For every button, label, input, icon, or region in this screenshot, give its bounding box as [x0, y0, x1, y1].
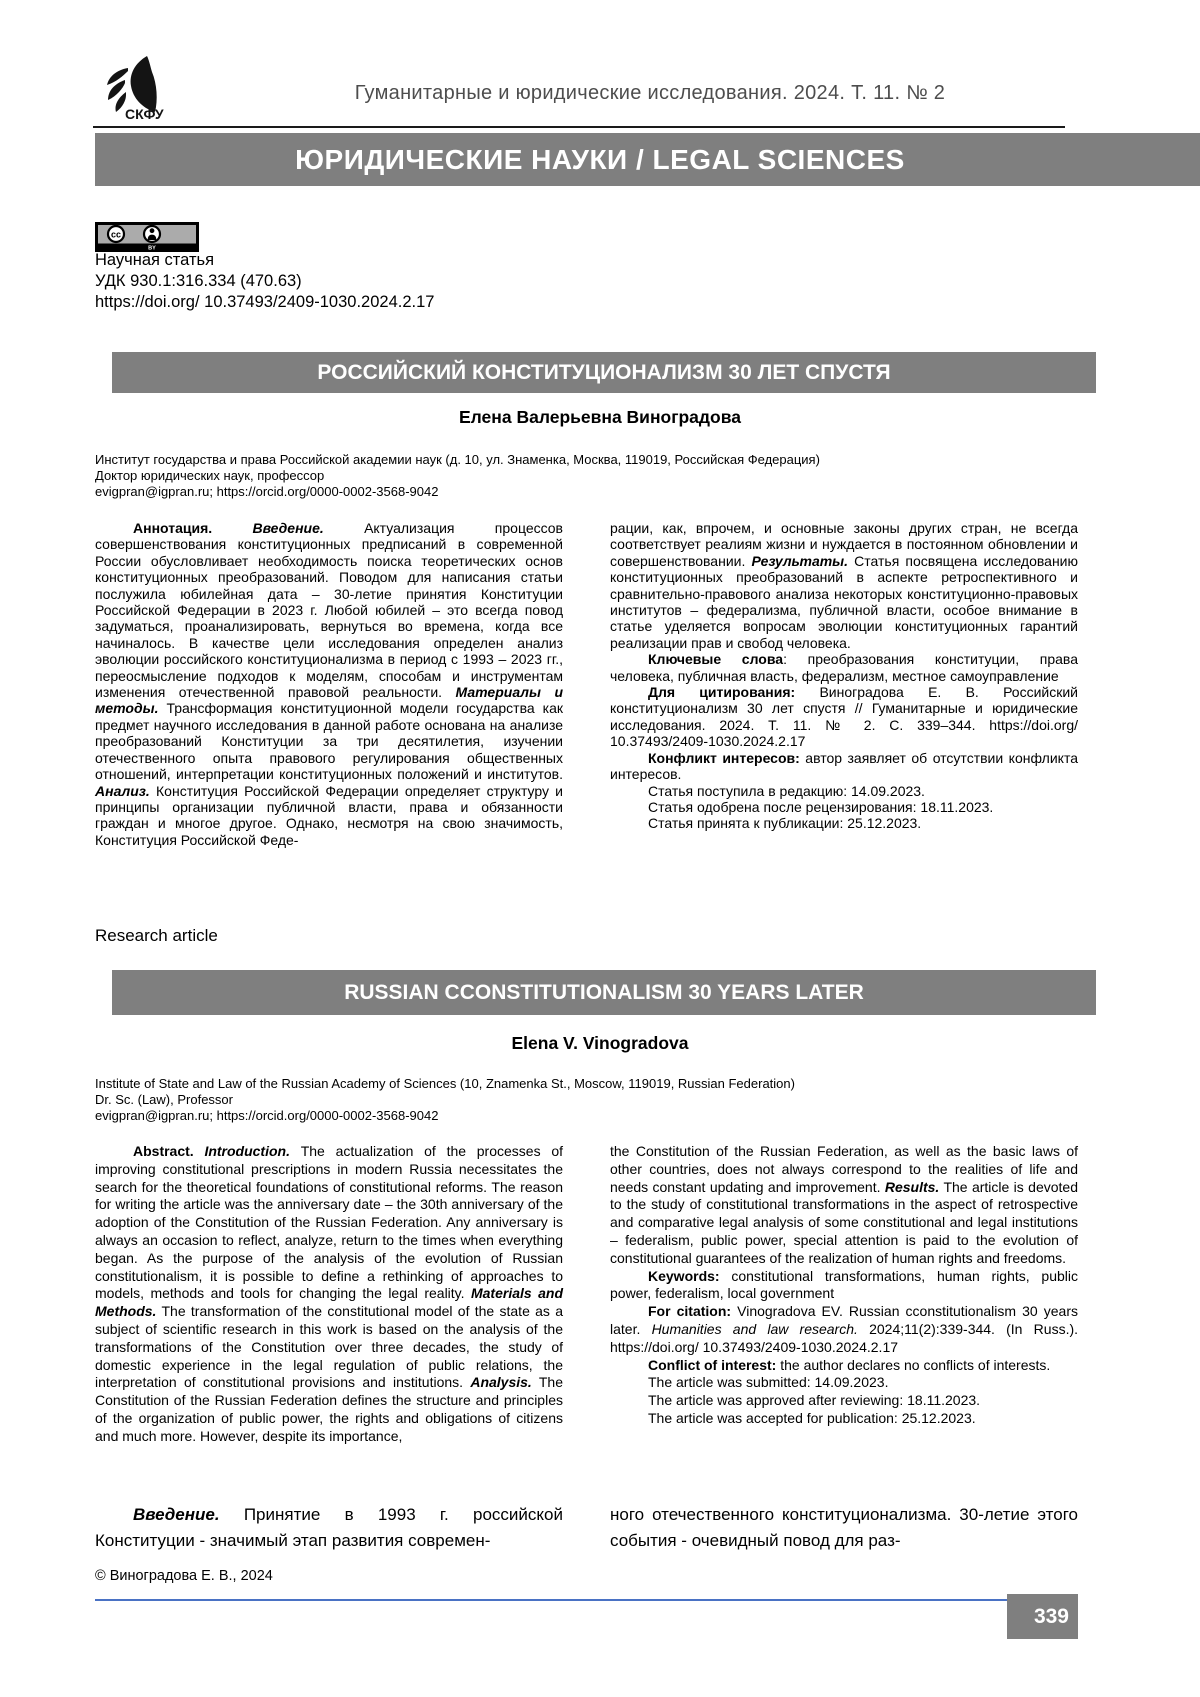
- affiliation-en: [95, 1076, 1105, 1123]
- abstract-ru-text: Аннотация. Введение. Актуализация процессов совершенствования конституционных предписаний в современной России обусловливает необходимость поиска теоретических основ конституционных преобразований. Поводом для написания статьи послужила юбилейная дата – 30-летие принятия Конституции Российской Федерации в 2023 г. Любой юбилей – это всегда повод задуматься, проанализировать, вернуться во времена, когда все начиналось. В качестве цели исследования определен анализ эволюции российского конституционализма в период с 1993 – 2023 гг., переосмысление подходов к моделям, способам и инструментам изменения отечественной правовой реальности. Материалы и методы. Трансформация конституционной модели государства как предмет научного исследования в данной работе основана на анализе преобразований Конституции за три десятилетия, изучении отечественного опыта правового регулирования общественных отношений, интерпретации конституционных положений и институтов. Анализ. Конституция Российской Федерации определяет структуру и принципы организации публичной власти, права и обязанности граждан и многое другое. Однако, несмотря на свою значимость, Конституция Российской Феде-: [95, 520, 563, 848]
- journal-title: Гуманитарные и юридические исследования. 2024. Т. 11. № 2: [354, 82, 946, 104]
- accepted-date-en: The article was accepted for publication: 25.12.2023.: [648, 1409, 976, 1426]
- approved-date-en: The article was approved after reviewing: 18.11.2023.: [648, 1392, 981, 1409]
- keywords-ru: Ключевые слова: преобразования конституции, права человека, публичная власть, федерализм, местное самоуправление: [610, 651, 1078, 684]
- accepted-date-ru: Статья принята к публикации: 25.12.2023.: [648, 815, 922, 832]
- submitted-date-en: The article was submitted: 14.09.2023.: [648, 1374, 889, 1391]
- header-rule: [93, 126, 1065, 128]
- copyright-line: © Виноградова Е. В., 2024: [95, 1568, 273, 1584]
- section-banner: [95, 133, 1200, 186]
- submitted-date-ru: Статья поступила в редакцию: 14.09.2023.: [648, 782, 925, 799]
- intro-left-column: [95, 1502, 563, 1553]
- footer-rule: [95, 1599, 1007, 1601]
- author-name-ru: Елена Валерьевна Виноградова: [459, 407, 741, 427]
- intro-paragraph-right: ного отечественного конституционализма. 30-летие этого события - очевидный повод для раз-: [610, 1505, 1078, 1550]
- section-banner-label: ЮРИДИЧЕСКИЕ НАУКИ / LEGAL SCIENCES: [295, 144, 905, 175]
- affiliation-en-degree: Dr. Sc. (Law), Professor: [95, 1091, 233, 1107]
- abstract-en-left-column: [95, 1143, 563, 1446]
- udc-number: УДК 930.1:316.334 (470.63): [95, 272, 302, 290]
- intro-right-column: [610, 1502, 1078, 1553]
- affiliation-en-contacts: evigpran@igpran.ru; https://orcid.org/0000-0002-3568-9042: [95, 1107, 439, 1123]
- cc-icon-label: cc: [110, 229, 122, 240]
- abstract-en-continuation: the Constitution of the Russian Federation, as well as the basic laws of other countries, does not always correspond to the realities of life and needs constant updating and improvement. Results. The article is devoted to the study of constitutional transformations in the aspect of retrospective and comparative legal analysis of some constitutional and legal institutions – federalism, public power, special attention is paid to the evolution of constitutional guarantees of the realization of human rights and freedoms.: [610, 1143, 1078, 1266]
- abstract-en-text: Abstract. Introduction. The actualization of the processes of improving constitutional prescriptions in modern Russia necessitates the search for the theoretical foundations of constitutional reforms. The reason for writing the article was the anniversary date – the 30th anniversary of the adoption of the Constitution of the Russian Federation. Any anniversary is always an occasion to reflect, analyze, return to the times when everything began. As the purpose of the analysis of the evolution of Russian constitutionalism, it is possible to define a rethinking of approaches to models, methods and tools for changing the legal reality. Materials and Methods. The transformation of the constitutional model of the state as a subject of scientific research in this work is based on the analysis of the transformations of the Constitution over three decades, the study of domestic experience in the legal regulation of public relations, the interpretation of constitutional provisions and institutions. Analysis. The Constitution of the Russian Federation defines the structure and principles of the organization of public power, the rights and obligations of citizens and much more. However, despite its importance,: [95, 1143, 563, 1444]
- intro-paragraph-left: Введение. Принятие в 1993 г. российской Конституции - значимый этап развития современ-: [95, 1505, 563, 1550]
- affiliation-ru-degree: Доктор юридических наук, профессор: [95, 467, 325, 483]
- article-title-en: RUSSIAN CCONSTITUTIONALISM 30 YEARS LATER: [112, 970, 1096, 1015]
- abstract-ru: [95, 520, 1078, 848]
- abstract-en: [95, 1143, 1078, 1446]
- citation-en: For citation: Vinogradova EV. Russian cconstitutionalism 30 years later. Humanities and law research. 2024;11(2):339-344. (In Russ.). https://doi.org/ 10.37493/2409-1030.2024.2.17: [610, 1303, 1079, 1355]
- abstract-en-right-column: [610, 1143, 1078, 1446]
- abstract-ru-left-column: [95, 520, 563, 848]
- approved-date-ru: Статья одобрена после рецензирования: 18.11.2023.: [648, 798, 994, 815]
- affiliation-ru-contacts: evigpran@igpran.ru; https://orcid.org/0000-0002-3568-9042: [95, 483, 439, 499]
- citation-ru: Для цитирования: Виноградова Е. В. Российский конституционализм 30 лет спустя // Гуманитарные и юридические исследования. 2024. Т. 11. № 2. С. 339–344. https://doi.org/ 10.37493/2409-1030.2024.2.17: [610, 684, 1078, 750]
- introduction-paragraphs: [95, 1502, 1078, 1553]
- conflict-of-interest-ru: Конфликт интересов: автор заявляет об отсутствии конфликта интересов.: [610, 749, 1078, 783]
- keywords-en: Keywords: constitutional transformations, human rights, public power, federalism, local government: [610, 1267, 1078, 1302]
- affiliation-ru-institute: Институт государства и права Российской академии наук (д. 10, ул. Знаменка, Москва, 119019, Российская Федерация): [95, 452, 820, 467]
- article-title-ru: РОССИЙСКИЙ КОНСТИТУЦИОНАЛИЗМ 30 ЛЕТ СПУСТЯ: [112, 352, 1096, 393]
- by-person-icon: [144, 226, 160, 242]
- affiliation-en-institute: Institute of State and Law of the Russian Academy of Sciences (10, Znamenka St., Moscow, 119019, Russian Federation): [95, 1076, 795, 1091]
- doi-line: https://doi.org/ 10.37493/2409-1030.2024.2.17: [95, 293, 435, 311]
- author-name-en: Elena V. Vinogradova: [511, 1033, 689, 1053]
- by-label: BY: [148, 245, 156, 252]
- abstract-ru-right-column: [610, 520, 1078, 848]
- logo-text: СКФУ: [125, 106, 164, 122]
- article-type-en: Research article: [95, 926, 218, 945]
- affiliation-ru: [95, 452, 1105, 499]
- abstract-ru-continuation: рации, как, впрочем, и основные законы других стран, не всегда соответствует реалиям жизни и нуждается в постоянном обновлении и совершенствовании. Результаты. Статья посвящена исследованию конституционных преобразований в аспекте ретроспективного и сравнительно-правового анализа некоторых конституционно-правовых институтов – федерализма, публичной власти, особое внимание в статье уделяется вопросам эволюции конституционных гарантий реализации прав и свобод человека.: [610, 520, 1078, 651]
- conflict-of-interest-en: Conflict of interest: the author declares no conflicts of interests.: [648, 1356, 1051, 1373]
- article-type-ru: Научная статья: [95, 251, 215, 269]
- page-number-badge: 339: [1007, 1594, 1078, 1639]
